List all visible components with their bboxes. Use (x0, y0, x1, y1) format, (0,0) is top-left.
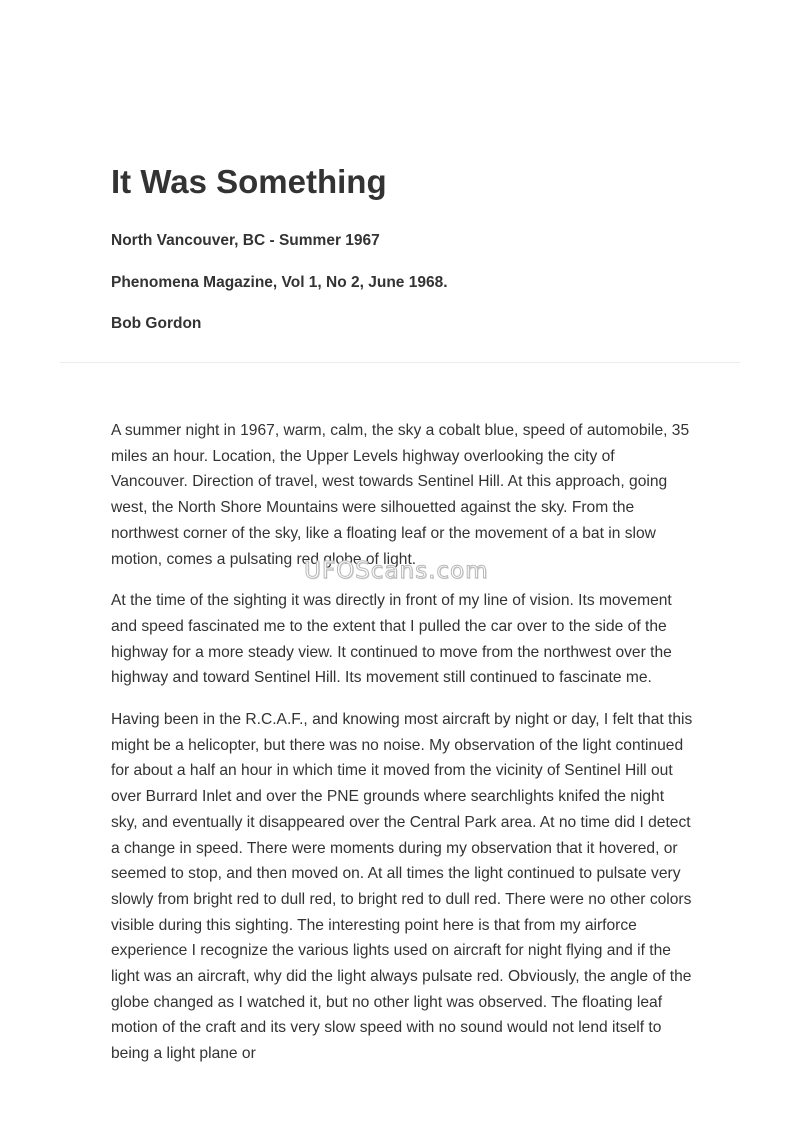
header-divider (60, 362, 740, 363)
article-title: It Was Something (111, 163, 387, 200)
article-body (111, 418, 694, 1083)
body-paragraph: At the time of the sighting it was directly in front of my line of vision. Its movement and speed fascinated me to the extent that I pulled the car over to the side of the highway for a more steady view. It continued to move from the northwest over the highway and toward Sentinel Hill. Its movement still continued to fascinate me. (111, 592, 672, 687)
article-header (111, 162, 751, 202)
article-publication: Phenomena Magazine, Vol 1, No 2, June 1968. (111, 274, 448, 291)
body-paragraph: Having been in the R.C.A.F., and knowing most aircraft by night or day, I felt that this might be a helicopter, but there was no noise. My observation of the light continued for about a half an hour in which time it moved from the vicinity of Sentinel Hill out over Burrard Inlet and over the PNE grounds where searchlights knifed the night sky, and eventually it disappeared over the Central Park area. At no time did I detect a change in speed. There were moments during my observation that it hovered, or seemed to stop, and then moved on. At all times the light continued to pulsate very slowly from bright red to dull red, to bright red to dull red. There were no other colors visible during this sighting. The interesting point here is that from my airforce experience I recognize the various lights used on aircraft for night flying and if the light was an aircraft, why did the light always pulsate red. Obviously, the angle of the globe changed as I watched it, but no other light was observed. The floating leaf motion of the craft and its very slow speed with no sound would not lend itself to being a light plane or (111, 711, 693, 1063)
body-paragraph: A summer night in 1967, warm, calm, the sky a cobalt blue, speed of automobile, 35 miles an hour. Location, the Upper Levels highway overlooking the city of Vancouver. Direction of travel, west towards Sentinel Hill. At this approach, going west, the North Shore Mountains were silhouetted against the sky. From the northwest corner of the sky, like a floating leaf or the movement of a bat in slow motion, comes a pulsating red globe of light. (111, 422, 690, 568)
article-location: North Vancouver, BC - Summer 1967 (111, 232, 380, 249)
watermark: UFOScans.com (304, 558, 489, 584)
article-author: Bob Gordon (111, 315, 202, 332)
